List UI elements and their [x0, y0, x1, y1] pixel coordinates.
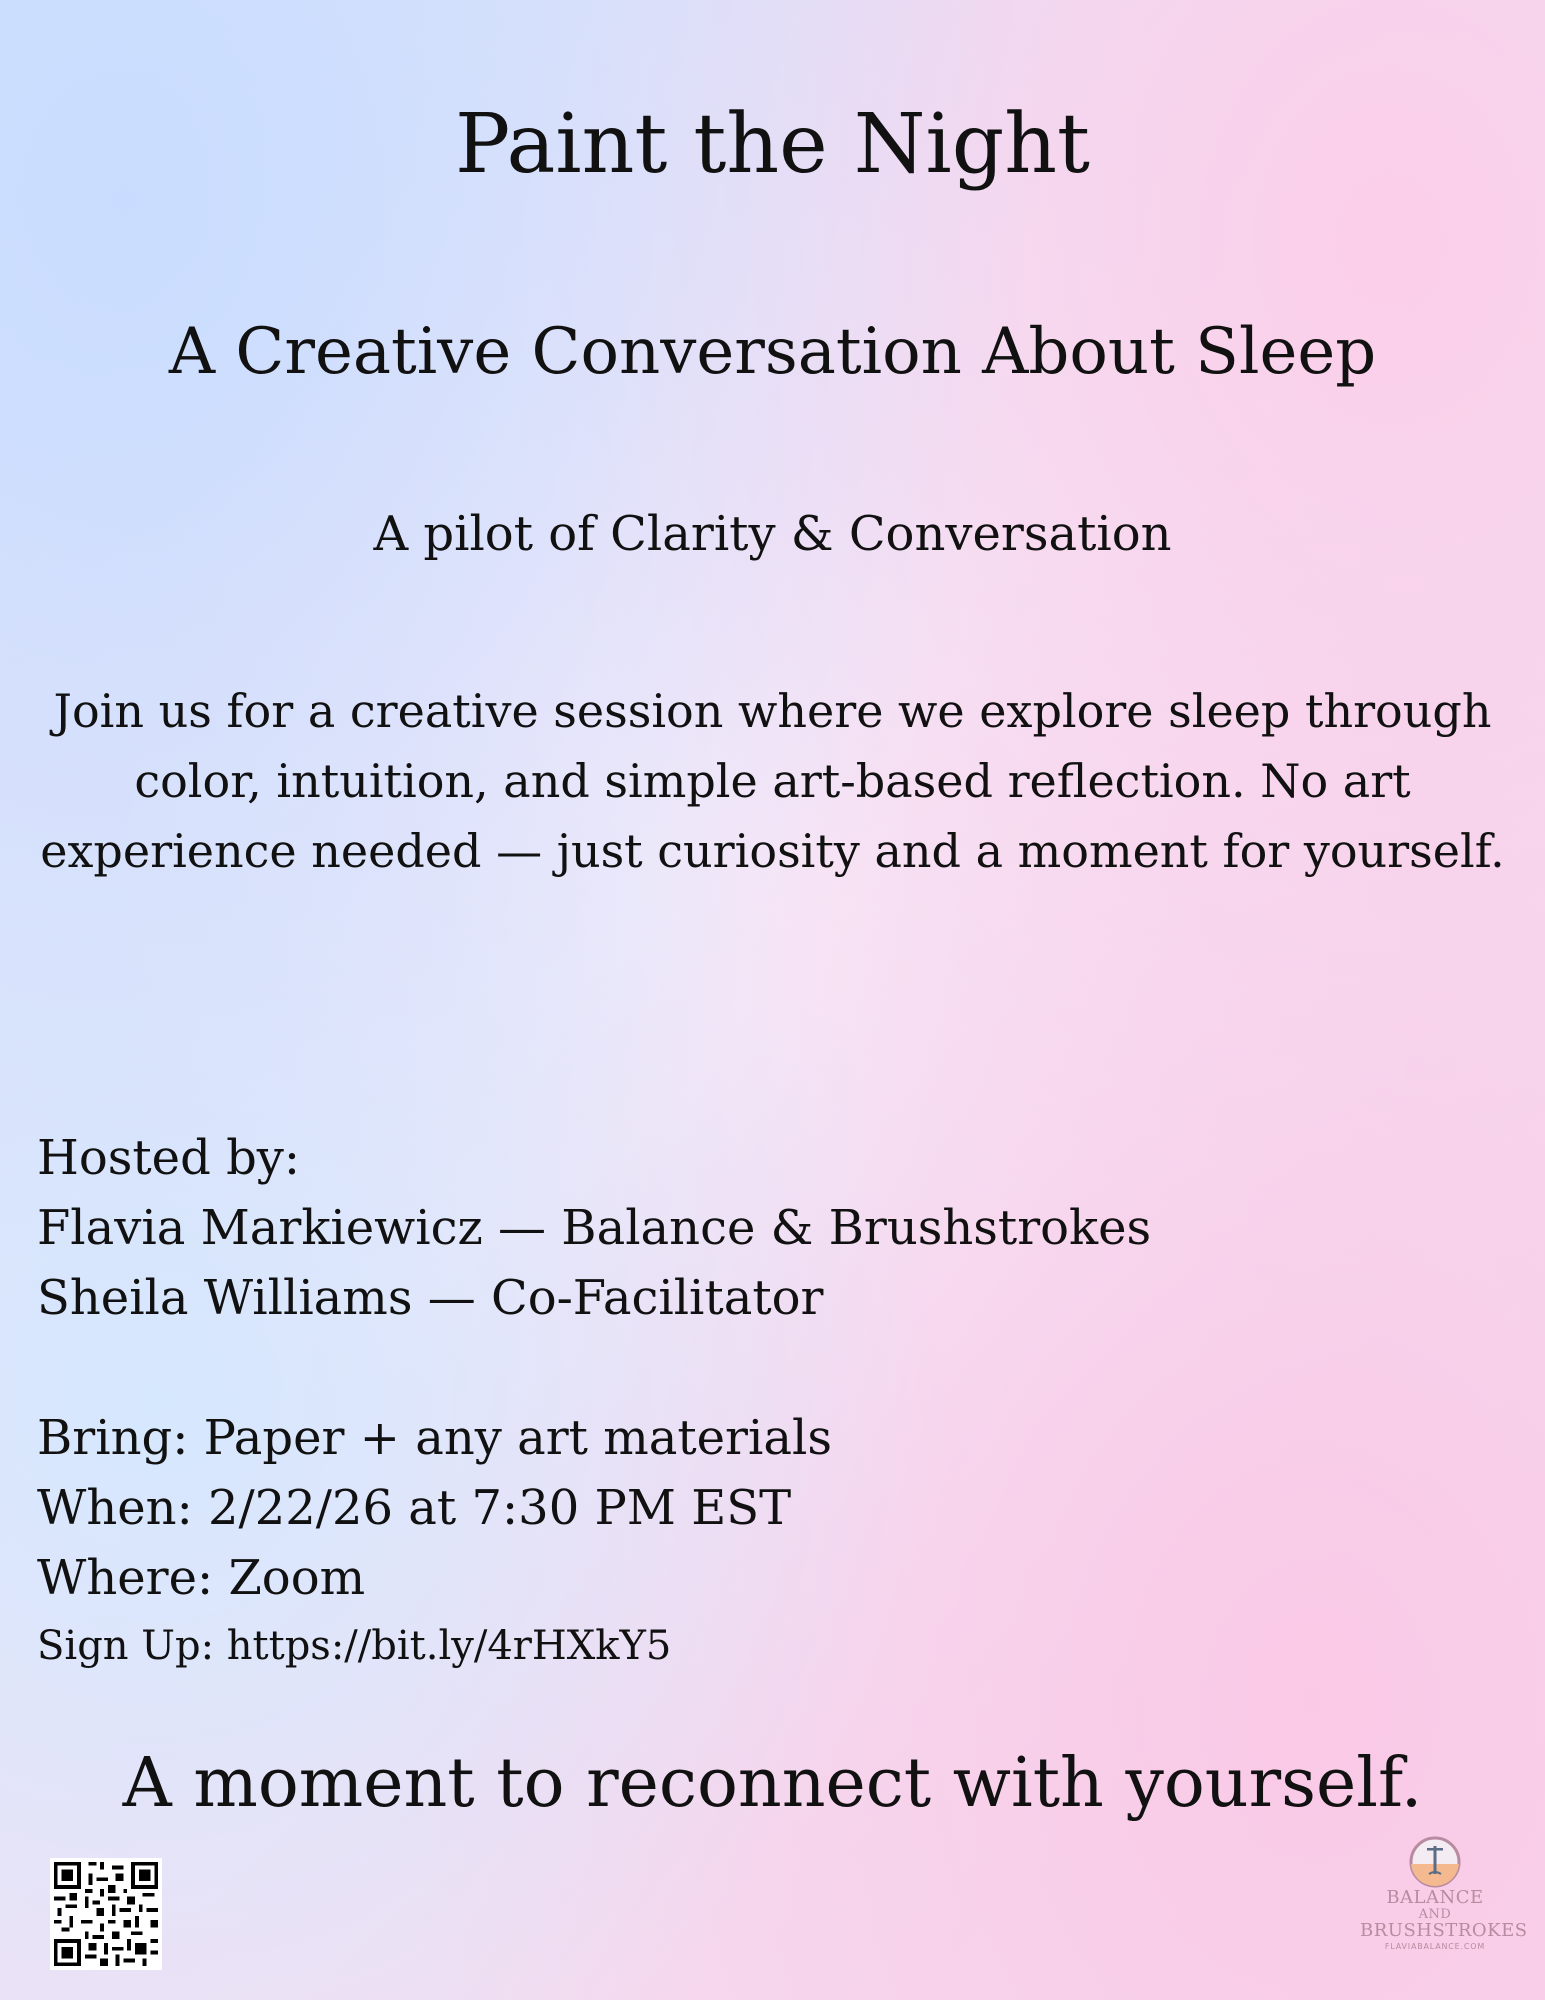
host-line: Sheila Williams — Co-Facilitator: [37, 1270, 824, 1326]
balance-brushstrokes-logo: [1360, 1836, 1528, 1966]
flyer-subtitle: A Creative Conversation About Sleep: [168, 315, 1377, 389]
logo-url: FLAVIABALANCE.COM: [1384, 1942, 1486, 1951]
signup-link[interactable]: Sign Up: https://bit.ly/4rHXkY5: [37, 1623, 672, 1669]
logo-text: BALANCE: [1386, 1887, 1484, 1908]
spacer: [37, 1333, 1437, 1403]
tagline: A moment to reconnect with yourself.: [122, 1744, 1423, 1823]
qr-code-icon[interactable]: [50, 1858, 162, 1970]
when-line: When: 2/22/26 at 7:30 PM EST: [37, 1480, 792, 1536]
event-details: [37, 1123, 1437, 1679]
hosted-by-label: Hosted by:: [37, 1130, 301, 1186]
logo-text: BRUSHSTROKES: [1360, 1920, 1528, 1941]
bring-line: Bring: Paper + any art materials: [37, 1410, 832, 1466]
host-line: Flavia Markiewicz — Balance & Brushstrokes: [37, 1200, 1152, 1256]
pilot-line: A pilot of Clarity & Conversation: [373, 506, 1172, 562]
where-line: Where: Zoom: [37, 1550, 366, 1606]
logo-text: AND: [1418, 1907, 1452, 1922]
brush-circle-icon: [1406, 1836, 1464, 1888]
flyer-title: Paint the Night: [454, 97, 1091, 192]
event-description: Join us for a creative session where we explore sleep through color, intuition, and simple art-based reflection. No art experience needed — just curiosity and a moment for yourself.: [40, 684, 1505, 878]
